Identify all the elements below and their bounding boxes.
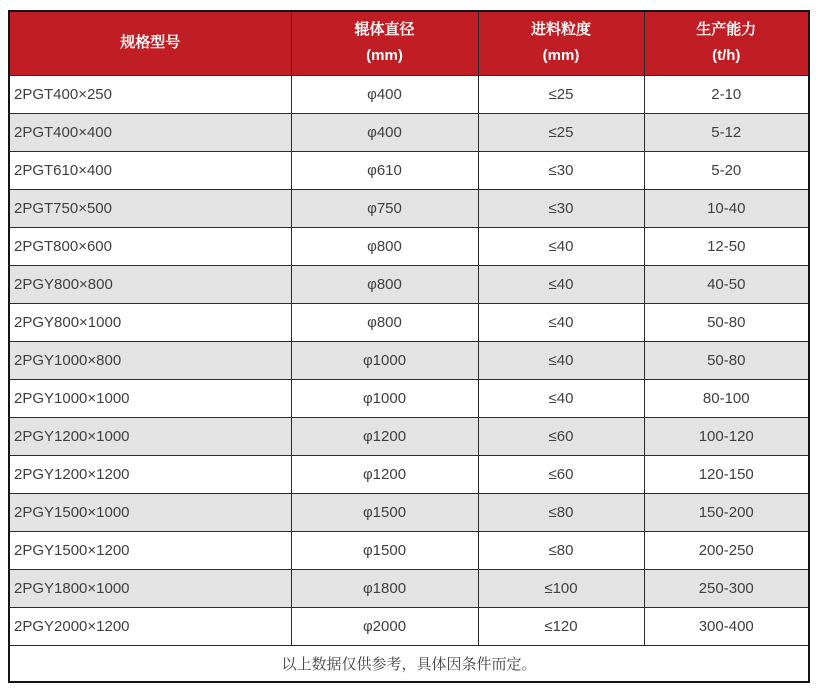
table-row: [9, 151, 809, 189]
header-model-title: 规格型号: [120, 34, 181, 52]
model-cell: 2PGT400×400: [9, 113, 291, 151]
model-cell: 2PGY1200×1200: [9, 455, 291, 493]
table-row: [9, 227, 809, 265]
model-cell: 2PGT400×250: [9, 75, 291, 113]
feed-size-cell: ≤30: [478, 151, 644, 189]
header-capacity: [644, 11, 809, 75]
feed-size-cell: ≤40: [478, 265, 644, 303]
table-row: [9, 531, 809, 569]
diameter-cell: φ800: [291, 303, 478, 341]
diameter-cell: φ1800: [291, 569, 478, 607]
feed-size-cell: ≤25: [478, 75, 644, 113]
capacity-cell: 300-400: [644, 607, 809, 645]
diameter-cell: φ800: [291, 227, 478, 265]
header-model: [9, 11, 291, 75]
table-row: [9, 417, 809, 455]
capacity-cell: 250-300: [644, 569, 809, 607]
footer-row: [9, 645, 809, 682]
header-capacity-title: 生产能力: [696, 21, 757, 39]
model-cell: 2PGY1000×800: [9, 341, 291, 379]
feed-size-cell: ≤40: [478, 303, 644, 341]
feed-size-cell: ≤60: [478, 455, 644, 493]
model-cell: 2PGY800×1000: [9, 303, 291, 341]
model-cell: 2PGY2000×1200: [9, 607, 291, 645]
model-cell: 2PGY1500×1000: [9, 493, 291, 531]
spec-table-container: [8, 10, 808, 683]
capacity-cell: 120-150: [644, 455, 809, 493]
feed-size-cell: ≤30: [478, 189, 644, 227]
feed-size-cell: ≤40: [478, 341, 644, 379]
header-feed-size: [478, 11, 644, 75]
capacity-cell: 80-100: [644, 379, 809, 417]
diameter-cell: φ1500: [291, 531, 478, 569]
table-row: [9, 569, 809, 607]
feed-size-cell: ≤25: [478, 113, 644, 151]
capacity-cell: 12-50: [644, 227, 809, 265]
model-cell: 2PGY1500×1200: [9, 531, 291, 569]
diameter-cell: φ1200: [291, 417, 478, 455]
header-capacity-unit: (t/h): [712, 47, 741, 65]
spec-table-footer: [9, 645, 809, 682]
header-row: [9, 11, 809, 75]
model-cell: 2PGT800×600: [9, 227, 291, 265]
header-roller-diameter-title: 辊体直径: [354, 21, 415, 39]
table-row: [9, 493, 809, 531]
capacity-cell: 50-80: [644, 303, 809, 341]
feed-size-cell: ≤40: [478, 227, 644, 265]
header-feed-size-title: 进料粒度: [530, 21, 591, 39]
model-cell: 2PGY1200×1000: [9, 417, 291, 455]
table-row: [9, 341, 809, 379]
model-cell: 2PGY800×800: [9, 265, 291, 303]
table-row: [9, 303, 809, 341]
table-row: [9, 113, 809, 151]
spec-table-body: [9, 75, 809, 645]
model-cell: 2PGY1800×1000: [9, 569, 291, 607]
feed-size-cell: ≤100: [478, 569, 644, 607]
capacity-cell: 10-40: [644, 189, 809, 227]
diameter-cell: φ2000: [291, 607, 478, 645]
model-cell: 2PGT750×500: [9, 189, 291, 227]
table-row: [9, 455, 809, 493]
table-row: [9, 75, 809, 113]
capacity-cell: 150-200: [644, 493, 809, 531]
header-roller-diameter-unit: (mm): [366, 47, 403, 65]
model-cell: 2PGT610×400: [9, 151, 291, 189]
feed-size-cell: ≤80: [478, 493, 644, 531]
feed-size-cell: ≤40: [478, 379, 644, 417]
capacity-cell: 2-10: [644, 75, 809, 113]
capacity-cell: 50-80: [644, 341, 809, 379]
feed-size-cell: ≤80: [478, 531, 644, 569]
header-roller-diameter: [291, 11, 478, 75]
model-cell: 2PGY1000×1000: [9, 379, 291, 417]
capacity-cell: 5-12: [644, 113, 809, 151]
diameter-cell: φ1000: [291, 379, 478, 417]
diameter-cell: φ1200: [291, 455, 478, 493]
capacity-cell: 200-250: [644, 531, 809, 569]
footer-note: 以上数据仅供参考，具体因条件而定。: [9, 645, 809, 682]
spec-table-header: [9, 11, 809, 75]
header-feed-size-unit: (mm): [542, 47, 580, 65]
capacity-cell: 5-20: [644, 151, 809, 189]
table-row: [9, 265, 809, 303]
feed-size-cell: ≤120: [478, 607, 644, 645]
feed-size-cell: ≤60: [478, 417, 644, 455]
table-row: [9, 379, 809, 417]
table-row: [9, 607, 809, 645]
diameter-cell: φ750: [291, 189, 478, 227]
diameter-cell: φ610: [291, 151, 478, 189]
table-row: [9, 189, 809, 227]
diameter-cell: φ800: [291, 265, 478, 303]
capacity-cell: 100-120: [644, 417, 809, 455]
spec-table: [8, 10, 810, 683]
capacity-cell: 40-50: [644, 265, 809, 303]
diameter-cell: φ1500: [291, 493, 478, 531]
diameter-cell: φ400: [291, 113, 478, 151]
diameter-cell: φ1000: [291, 341, 478, 379]
diameter-cell: φ400: [291, 75, 478, 113]
